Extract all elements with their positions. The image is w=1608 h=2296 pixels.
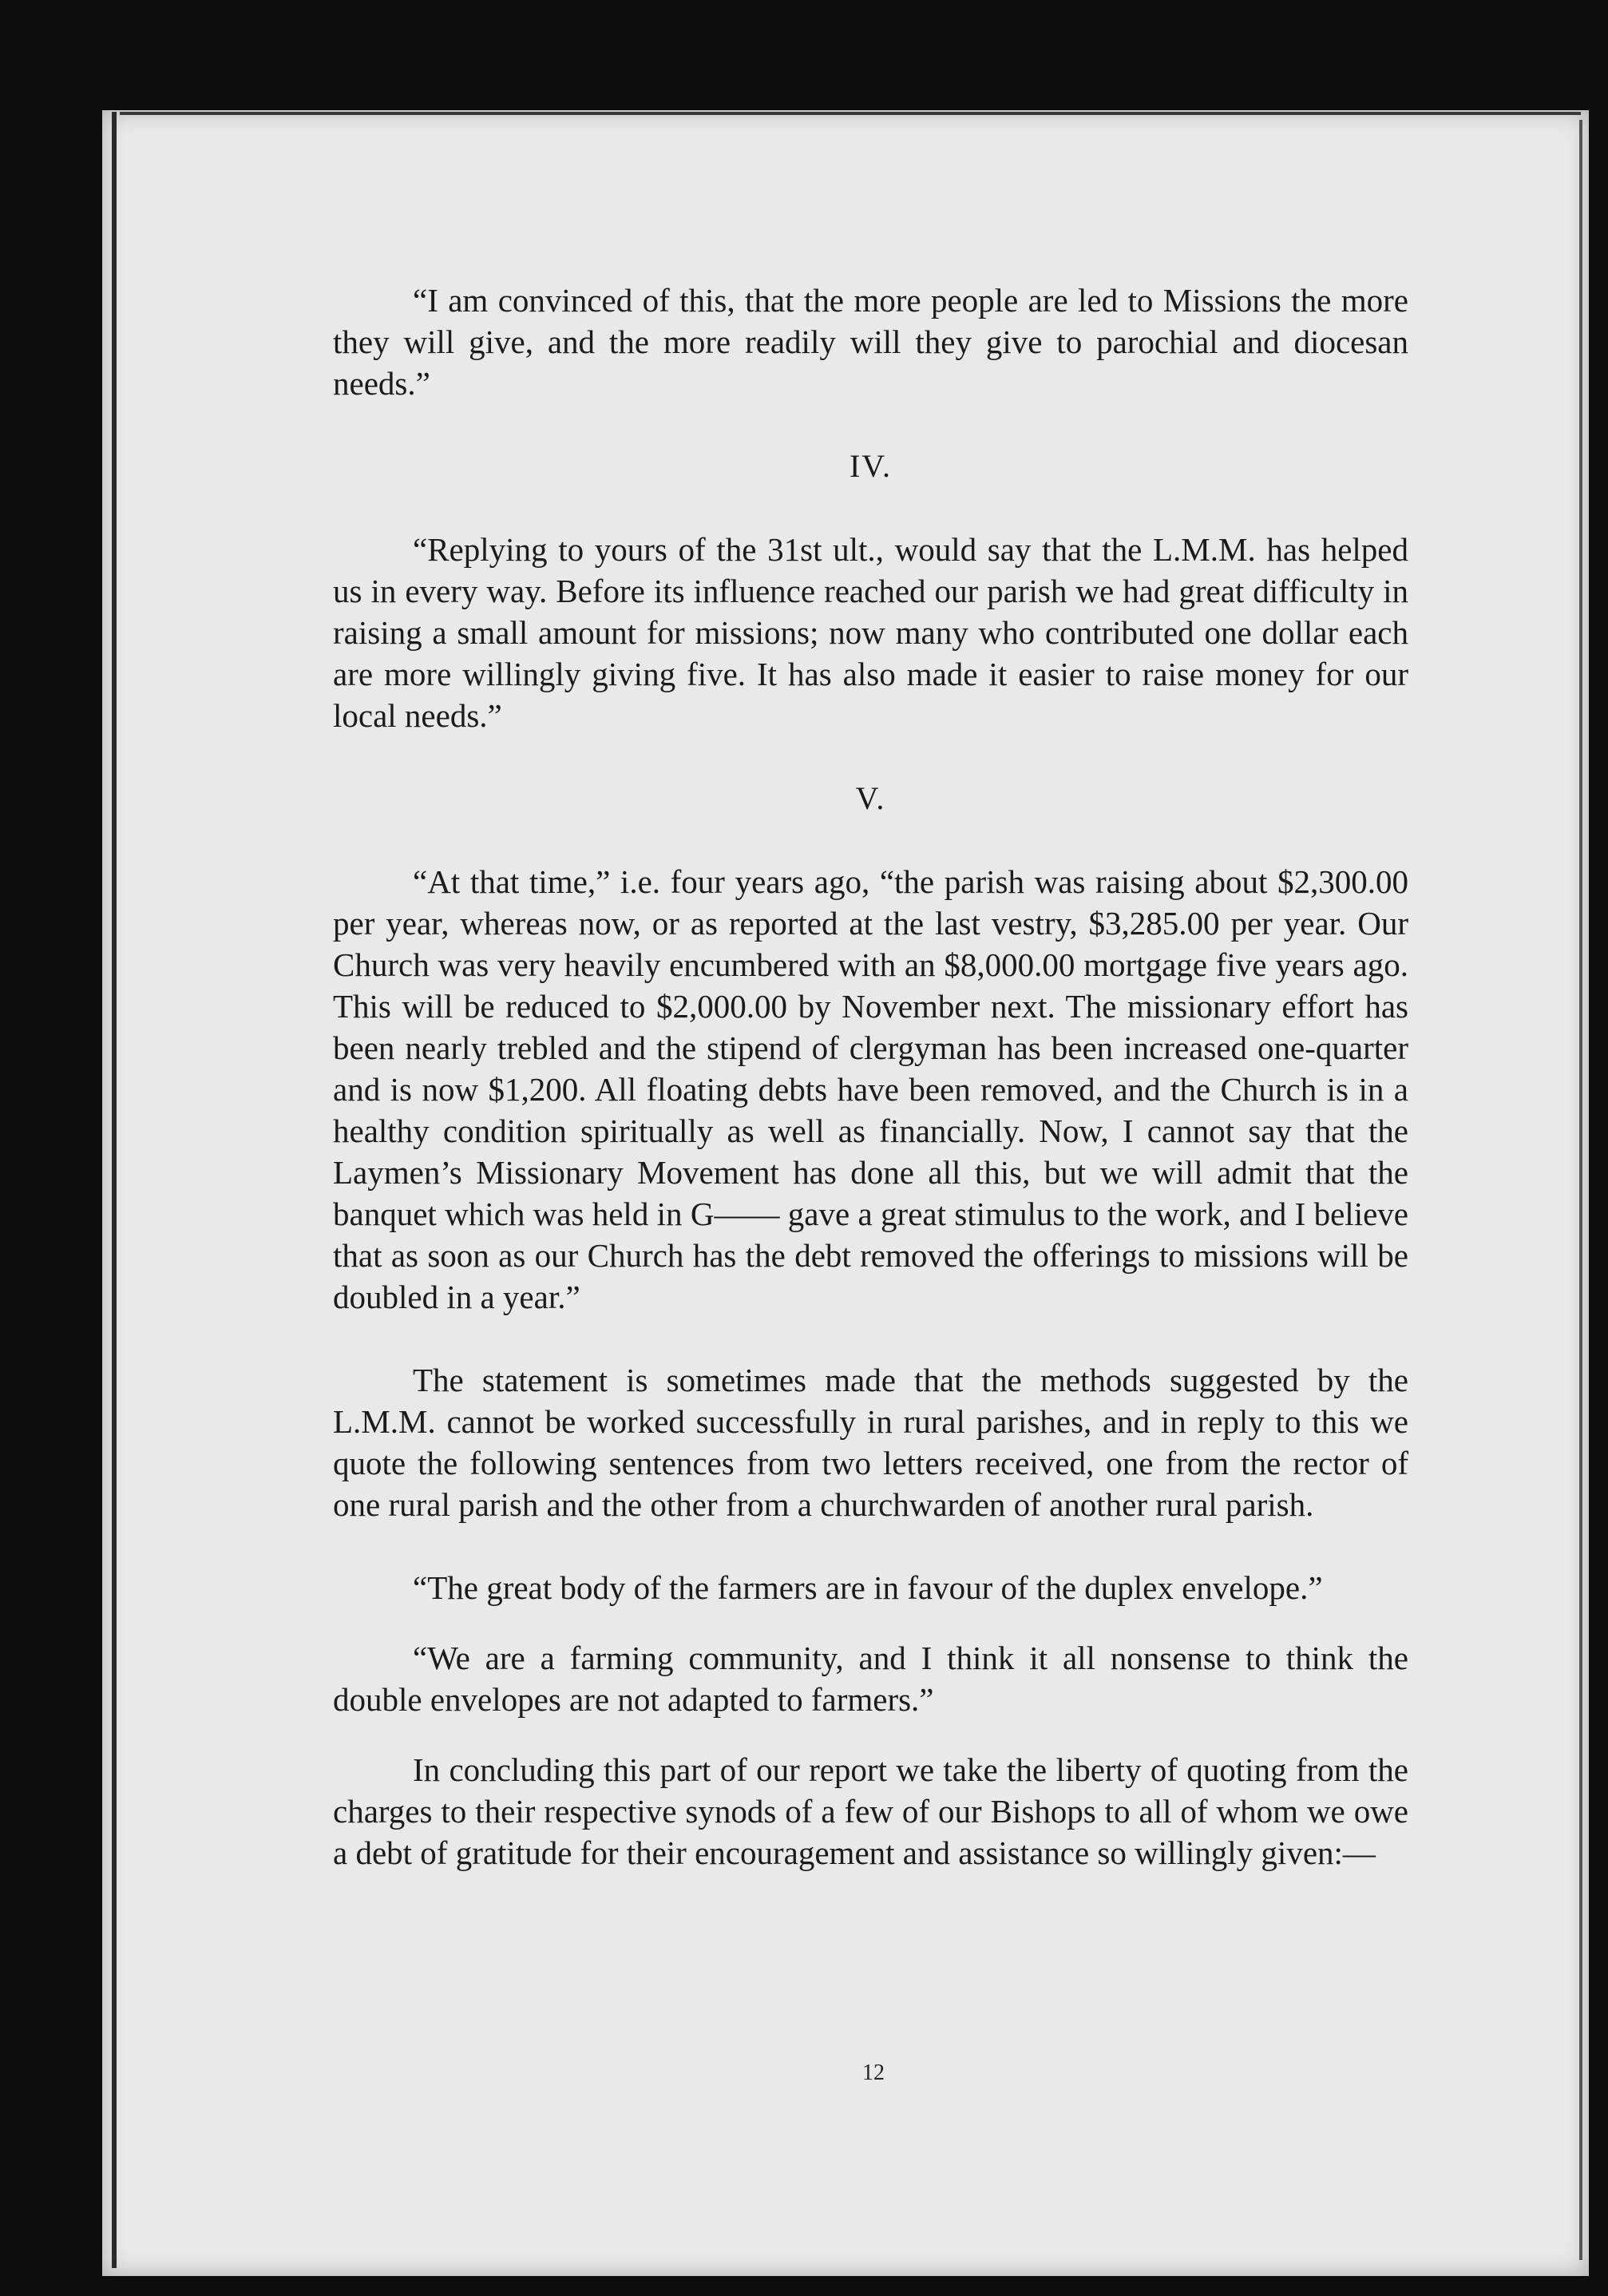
paragraph-quote-convinced: “I am convinced of this, that the more people are led to Missions the more they will give, and the more readily will they give to parochial and diocesan needs.” (333, 282, 1408, 402)
page-edge-left (112, 112, 117, 2268)
section-numeral-iv: IV. (849, 448, 893, 484)
section-numeral-v: V. (855, 780, 886, 816)
body-text (333, 280, 1408, 1874)
paragraph-concluding: In concluding this part of our report we take the liberty of quoting from the charges to their respective synods of a few of our Bishops to all of whom we owe a debt of gratitude for their encouragement and assistance so willingly given:— (333, 1751, 1408, 1871)
paragraph-quote-replying: “Replying to yours of the 31st ult., would say that the L.M.M. has helped us in every way. Before its influence reached our parish we had great difficulty in raising a small amount for missions; now many who contributed one dollar each are more willingly giving five. It has also made it easier to raise money for our local needs.” (333, 531, 1408, 734)
page-edge-top (120, 112, 1581, 115)
paragraph-statement-rural: The statement is sometimes made that the methods suggested by the L.M.M. cannot be worked successfully in rural parishes, and in reply to this we quote the following sentences from two letters received, one from the rector of one rural parish and the other from a churchwarden of another rural parish. (333, 1362, 1408, 1523)
paragraph-quote-at-that-time: “At that time,” i.e. four years ago, “the parish was raising about $2,300.00 per year, whereas now, or as reported at the last vestry, $3,285.00 per year. Our Church was very heavily encumbered with an $8,000.00 mortgage five years ago. This will be reduced to $2,000.00 by November next. The missionary effort has been nearly trebled and the stipend of clergyman has been increased one-quarter and is now $1,200. All floating debts have been removed, and the Church is in a healthy condition spiritually as well as financially. Now, I cannot say that the Laymen’s Missionary Movement has done all this, but we will admit that the banquet which was held in G—— gave a great stimulus to the work, and I believe that as soon as our Church has the debt removed the offerings to missions will be doubled in a year.” (333, 863, 1408, 1315)
page-number: 12 (862, 2060, 885, 2085)
paragraph-quote-farmers: “The great body of the farmers are in favour of the duplex envelope.” (413, 1569, 1323, 1606)
paragraph-quote-farming-community: “We are a farming community, and I think it all nonsense to think the double envelopes are not adapted to farmers.” (333, 1640, 1408, 1718)
page-edge-right (1579, 120, 1582, 2260)
